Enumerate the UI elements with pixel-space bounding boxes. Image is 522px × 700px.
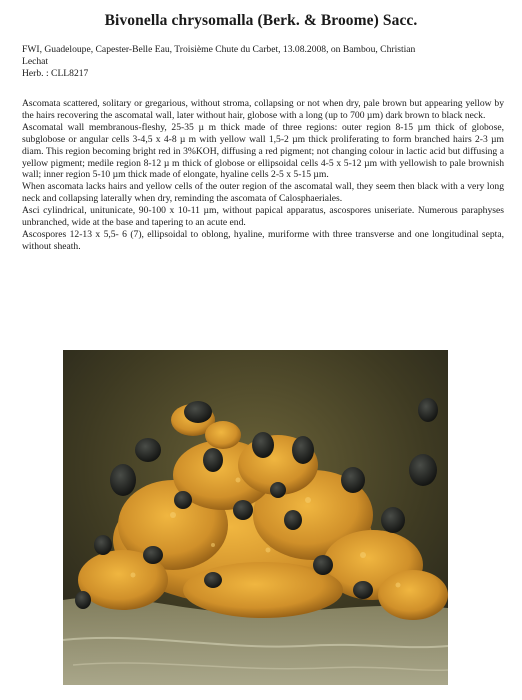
- paragraph-ascomata: Ascomata scattered, solitary or gregarious, without stroma, collapsing or not when dry, pale brown but appearing yellow by the hairs recovering the ascomatal wall, later without hair, globose with a long (up to 700 µm) dark brown to black neck.: [22, 98, 504, 121]
- herbarium-number: Herb. : CLL8217: [22, 68, 89, 80]
- collection-line-1: FWI, Guadeloupe, Capester-Belle Eau, Troisième Chute du Carbet, 13.08.2008, on Bambou, Christian: [22, 44, 416, 55]
- paragraph-ascomatal-wall: Ascomatal wall membranous-fleshy, 25-35 µ m thick made of three regions: outer region 8-15 µm thick of globose, subglobose or angular cells 3-4,5 x 4-8 µ m with yellow wall 1,5-2 µm thick proliferating to form branched hairs 2-3 µm diam. This region becoming bright red in 3%KOH, diffusing a red pigment; not changing colour in lactic acid but diffusing a yellow pigment; medile region 8-12 µ m thick of globose or ellipsoidal cells 4-5 x 5-12 µm with yellowish to pale brownish wall; inner region 5-10 µm thick made of elongate, hyaline cells 2-5 x 5-15 µm.: [22, 121, 504, 181]
- collection-line-2: Lechat: [22, 56, 49, 68]
- specimen-photo: [63, 350, 448, 685]
- paragraph-asci: Asci cylindrical, unitunicate, 90-100 x 10-11 µm, without papical apparatus, ascospores uniseriate. Numerous paraphyses unbranched, wide at the base and tapering to an acute end.: [22, 205, 504, 229]
- paragraph-ascospores: Ascospores 12-13 x 5,5- 6 (7), ellipsoidal to oblong, hyaline, muriforme with three transverse and one longitudinal septa, without sheath.: [22, 228, 504, 252]
- paragraph-hairless-ascomata: When ascomata lacks hairs and yellow cells of the outer region of the ascomatal wall, they seem then black with a very long neck and collapsing laterally when dry, reminding the ascomata of Calosphaeriales.: [22, 181, 504, 205]
- specimen-photo-drawing: [63, 350, 448, 685]
- collection-info: [22, 44, 504, 81]
- description-body: [22, 98, 504, 253]
- page-title: Bivonella chrysomalla (Berk. & Broome) Sacc.: [104, 12, 418, 29]
